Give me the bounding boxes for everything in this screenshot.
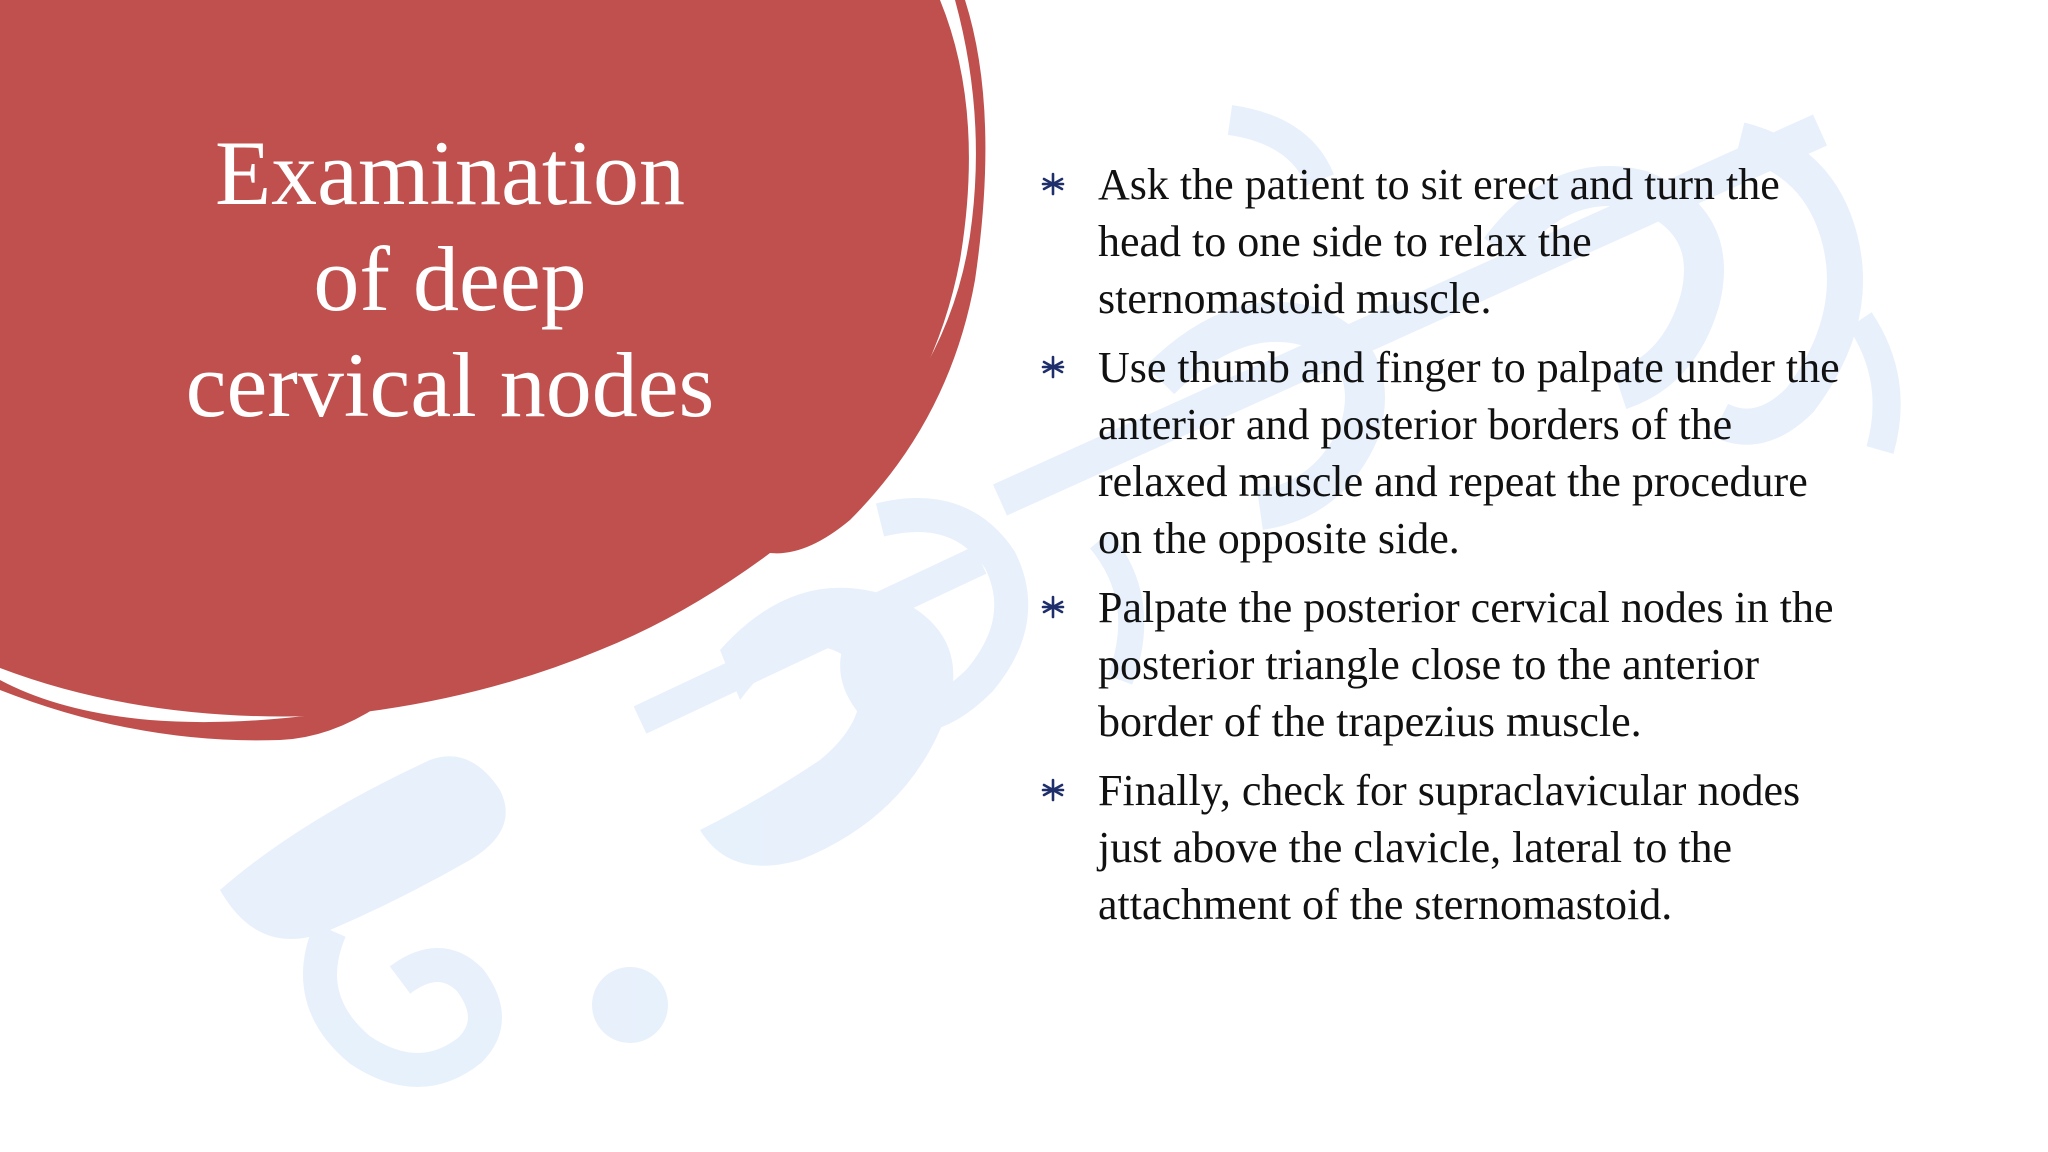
bullet-line: attachment of the sternomastoid. [1098,880,1673,929]
bullet-item [1040,156,1920,327]
bullet-line: Use thumb and finger to palpate under the [1098,343,1840,392]
bullet-line: Ask the patient to sit erect and turn the [1098,160,1780,209]
bullet-line: border of the trapezius muscle. [1098,697,1642,746]
bullet-item [1040,339,1920,567]
bullet-list [1040,156,1920,945]
bullet-line: posterior triangle close to the anterior [1098,640,1759,689]
title-line: cervical nodes [185,334,715,436]
bullet-line: head to one side to relax the [1098,217,1592,266]
asterisk-icon [1040,594,1066,620]
title-line: of deep [313,228,587,330]
title-line: Examination [214,122,686,224]
bullet-item [1040,579,1920,750]
bullet-line: on the opposite side. [1098,514,1460,563]
asterisk-icon [1040,777,1066,803]
bullet-line: relaxed muscle and repeat the procedure [1098,457,1808,506]
asterisk-icon [1040,354,1066,380]
bullet-item [1040,762,1920,933]
asterisk-icon [1040,171,1066,197]
bullet-line: Finally, check for supraclavicular nodes [1098,766,1801,815]
bullet-line: anterior and posterior borders of the [1098,400,1733,449]
bullet-line: just above the clavicle, lateral to the [1098,823,1733,872]
slide-title [140,120,760,438]
bullet-line: sternomastoid muscle. [1098,274,1492,323]
bullet-line: Palpate the posterior cervical nodes in the [1098,583,1834,632]
